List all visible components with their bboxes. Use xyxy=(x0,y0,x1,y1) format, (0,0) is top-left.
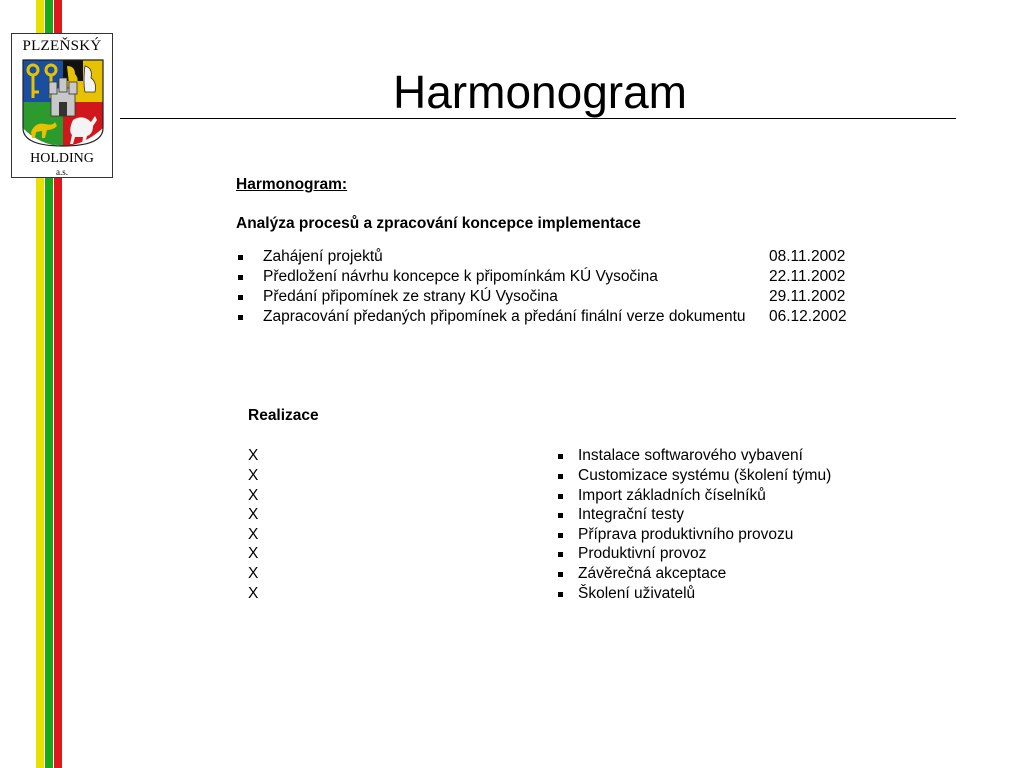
page-title: Harmonogram xyxy=(393,66,687,118)
logo-sub-text: a.s. xyxy=(56,167,68,177)
row-mark: X xyxy=(248,487,259,504)
step-text: Customizace systému (školení týmu) xyxy=(578,467,832,484)
row-mark: X xyxy=(248,526,259,543)
analysis-item-text: Zapracování předaných připomínek a předání finální verze dokumentu xyxy=(263,308,746,325)
row-mark: X xyxy=(248,506,259,523)
row-mark: X xyxy=(248,467,259,484)
analysis-item-text: Předání připomínek ze strany KÚ Vysočina xyxy=(263,288,558,305)
step-text: Produktivní provoz xyxy=(578,545,707,562)
step-text: Školení uživatelů xyxy=(578,585,696,602)
row-mark: X xyxy=(248,585,259,602)
analysis-item-date: 22.11.2002 xyxy=(769,268,846,285)
bullet-icon xyxy=(558,494,563,499)
step-text: Závěrečná akceptace xyxy=(578,565,727,582)
step-text: Integrační testy xyxy=(578,506,684,523)
bullet-icon xyxy=(238,275,243,280)
analysis-item-date: 08.11.2002 xyxy=(769,248,846,265)
logo-bottom-text: HOLDING xyxy=(30,151,94,166)
bullet-icon xyxy=(558,592,563,597)
bullet-icon xyxy=(558,454,563,459)
analysis-item-date: 06.12.2002 xyxy=(769,308,847,325)
step-text: Import základních číselníků xyxy=(578,487,766,504)
bullet-icon xyxy=(238,295,243,300)
title-divider xyxy=(120,118,956,119)
bullet-icon xyxy=(238,255,243,260)
company-logo xyxy=(11,33,113,178)
row-mark: X xyxy=(248,447,259,464)
bullet-icon xyxy=(238,315,243,320)
row-mark: X xyxy=(248,545,259,562)
section-heading: Harmonogram: xyxy=(236,176,348,193)
realization-heading: Realizace xyxy=(248,407,319,424)
step-text: Příprava produktivního provozu xyxy=(578,526,794,543)
bullet-icon xyxy=(558,572,563,577)
row-mark: X xyxy=(248,565,259,582)
analysis-item-text: Zahájení projektů xyxy=(263,248,383,265)
step-text: Instalace softwarového vybavení xyxy=(578,447,803,464)
bullet-icon xyxy=(558,513,563,518)
analysis-item-date: 29.11.2002 xyxy=(769,288,846,305)
analysis-heading: Analýza procesů a zpracování koncepce implementace xyxy=(236,215,641,232)
bullet-icon xyxy=(558,474,563,479)
logo-top-text: PLZEŇSKÝ xyxy=(22,38,102,54)
bullet-icon xyxy=(558,533,563,538)
analysis-item-text: Předložení návrhu koncepce k připomínkám KÚ Vysočina xyxy=(263,268,658,285)
coat-of-arms-icon xyxy=(21,58,105,148)
bullet-icon xyxy=(558,552,563,557)
